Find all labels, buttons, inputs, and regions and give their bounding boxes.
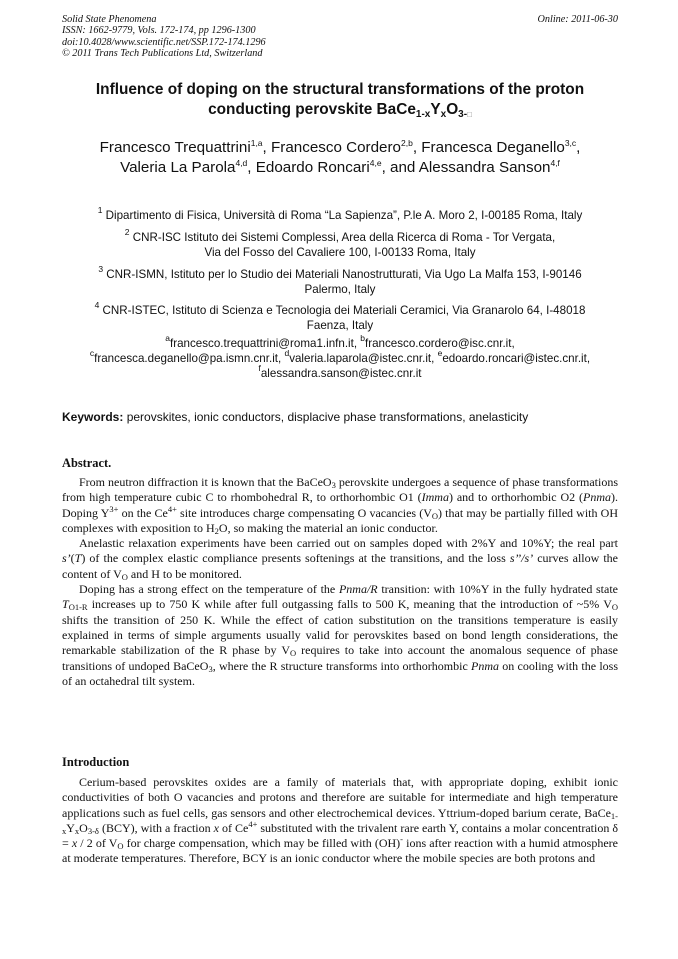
author-name: Francesco Trequattrini (99, 139, 251, 156)
text-run: Doping has a strong effect on the temperature of the (79, 582, 339, 597)
subscript: 2 (214, 525, 219, 536)
missing-glyph-box: □ (467, 110, 472, 119)
title-sub: x (440, 109, 447, 120)
title-line-2 (62, 100, 618, 125)
title-sub-text: 3- (458, 109, 468, 120)
journal-header (62, 14, 618, 60)
affiliation-line (62, 264, 618, 283)
authors-line-2: Valeria La Parola$^{4,d}$, Edoardo Roncari$^{4,e}$, and Alessandra Sanson$^{4,f}$ (120, 158, 560, 176)
introduction-body (62, 775, 618, 867)
email-line-3 (62, 362, 618, 382)
affiliation-1 (62, 205, 618, 224)
abstract-paragraph-1 (62, 475, 618, 536)
italic-run: T (62, 597, 69, 612)
italic-run: x (71, 836, 78, 851)
author-and: and (390, 159, 416, 176)
text-run: ). Doping Y (62, 490, 619, 520)
email-link[interactable]: edoardo.roncari@istec.cnr.it, (442, 351, 591, 365)
italic-run: T (74, 551, 82, 566)
abstract-paragraph-2 (62, 536, 618, 582)
text-run: ) and to orthorhombic O2 ( (448, 490, 584, 505)
text-run: curves allow the content of V (62, 551, 619, 581)
text-run: site introduces charge compensating O vacancies (V (176, 505, 432, 520)
title-sub: 1-x (415, 109, 431, 120)
author-name: Edoardo Roncari (255, 159, 370, 176)
journal-name: Solid State Phenomena (62, 14, 157, 25)
affiliation-text: Palermo, Italy (304, 282, 376, 296)
affiliation-4 (62, 300, 618, 334)
text-run: increases up to 750 K while after full outgassing falls to 500 K, meaning that the introduction of ~5% V (87, 597, 612, 612)
email-letter: c (89, 347, 95, 358)
subscript: x (74, 825, 80, 836)
subscript: O (611, 602, 618, 613)
text-run: on cooling with the loss of an octahedral tilt system. (62, 658, 618, 688)
author-affil: 3,c (564, 138, 577, 148)
email-link[interactable]: francesca.deganello@pa.ismn.cnr.it, (94, 351, 282, 365)
title-sub (458, 109, 472, 120)
subscript: O (431, 510, 439, 521)
title-text: Y (430, 101, 441, 118)
email-link[interactable]: francesco.trequattrini@roma1.infn.it, (170, 337, 358, 350)
author-affil: 4,d (235, 158, 248, 168)
affiliation-text: Via del Fosso del Cavaliere 100, I-00133 Roma, Italy (204, 245, 476, 259)
introduction-paragraph-1 (62, 775, 618, 867)
email-line-2 (62, 347, 618, 367)
author-name: Francesco Cordero (271, 139, 401, 156)
email-link[interactable]: valeria.laparola@istec.cnr.it, (289, 351, 435, 365)
email-letter: f (258, 362, 261, 373)
subscript: O (290, 648, 297, 659)
affiliation-text: CNR-ISMN, Istituto per lo Studio dei Materiali Nanostrutturati, Via Ugo La Malfa 153, I-90146 (106, 268, 582, 281)
text-run: shifts the transition of 250 K. While the effect of cation substitution on the transitions temperature is easily explained in terms of simple arguments usually valid for perovskites based on bond length considerations, the remarkable stabilization of the R phase by V (62, 612, 618, 658)
author-affil: 2,b (401, 138, 413, 148)
title-line-1: Influence of doping on the structural transformations of the proton (95, 81, 585, 98)
subscript: 3 (208, 663, 213, 674)
text-run: transition: with 10%Y in the fully hydrated state (377, 582, 619, 597)
text-run: , where the R structure transforms into orthorhombic (212, 658, 472, 673)
subscript: 3 (331, 480, 336, 490)
text-run: perovskite undergoes a sequence of phase transformations from high temperature cubic C to rhombohedral R, to orthorhombic O1 ( (62, 475, 618, 505)
email-letter: d (284, 347, 290, 358)
text-run: of Ce (218, 820, 249, 835)
author-affil: 1,a (250, 138, 263, 148)
text-run: ( (70, 551, 75, 566)
affiliation-line (62, 205, 618, 224)
online-date: Online: 2011-06-30 (537, 14, 618, 25)
text-run: O, so making the material an ionic conductor. (218, 520, 438, 535)
text-run: ions after reaction with a humid atmosphere at moderate temperatures. Therefore, BCY is an ionic conductor where the mobile species are both protons and (62, 836, 619, 866)
author-name: Alessandra Sanson (418, 159, 551, 176)
affiliation-text: Dipartimento di Fisica, Università di Roma “La Sapienza”, P.le A. Moro 2, I-00185 Roma, Italy (105, 209, 583, 222)
superscript: 4+ (167, 503, 177, 514)
text-run: for charge compensation, which may be filled with (OH) (123, 836, 401, 851)
title-text: conducting perovskite BaCe (208, 101, 416, 118)
affiliation-3 (62, 264, 618, 298)
italic-run: s’’/s’ (509, 551, 534, 566)
superscript: 3+ (109, 503, 119, 514)
subscript: 3-δ (87, 825, 99, 836)
subscript: O1-R (68, 602, 88, 613)
author-list (62, 138, 618, 178)
journal-doi: doi:10.4028/www.scientific.net/SSP.172-174.1296 (62, 36, 266, 48)
italic-run: Pnma (471, 658, 500, 673)
text-run: Anelastic relaxation experiments have been carried out on samples doped with 2%Y and 10%Y; the real part (79, 536, 618, 551)
affiliation-text: CNR-ISC Istituto dei Sistemi Complessi, Area della Ricerca di Roma - Tor Vergata, (132, 231, 556, 244)
email-letter: a (165, 333, 171, 343)
author-affil: 4,f (550, 158, 560, 168)
superscript: 4+ (248, 818, 258, 829)
journal-copyright: © 2011 Trans Tech Publications Ltd, Switzerland (62, 48, 263, 60)
keywords-text: perovskites, ionic conductors, displacive phase transformations, anelasticity (126, 410, 529, 424)
text-run: (BCY), with a fraction (98, 820, 214, 835)
journal-issn: ISSN: 1662-9779, Vols. 172-174, pp 1296-1300 (62, 25, 256, 37)
text-run: From neutron diffraction it is known that the BaCeO (79, 475, 332, 489)
text-run: on the Ce (118, 505, 168, 520)
affiliation-text: Faenza, Italy (306, 318, 374, 332)
keywords (62, 410, 618, 425)
title-text: O (446, 101, 459, 118)
email-letter: b (360, 333, 366, 343)
author-emails (62, 333, 618, 381)
text-run: and H to be monitored. (127, 566, 242, 581)
italic-run: Pnma (583, 490, 612, 505)
affiliation-line (62, 300, 618, 319)
text-run: ) of the complex elastic compliance presents softenings at the transitions, and the loss (81, 551, 510, 566)
affiliation-number: 1 (97, 205, 103, 215)
email-line-1 (62, 333, 618, 352)
abstract-paragraph-3 (62, 582, 618, 689)
subscript: 1-x (62, 810, 618, 836)
affiliation-2 (62, 227, 618, 261)
italic-run: s’ (62, 551, 71, 566)
introduction-heading: Introduction (62, 755, 130, 769)
text-run: requires to take into account the anomalous sequence of phase transitions of undoped BaCeO (62, 643, 618, 673)
abstract-heading: Abstract. (62, 456, 112, 470)
author-name: Valeria La Parola (120, 159, 236, 176)
email-link[interactable]: francesco.cordero@isc.cnr.it, (365, 337, 515, 350)
affiliation-line (62, 227, 618, 246)
text-run: substituted with the trivalent rare earth Y, contains a molar concentration δ = (62, 820, 619, 851)
affiliation-number: 3 (98, 264, 104, 274)
keywords-label: Keywords: (62, 410, 124, 424)
text-run: O (79, 820, 88, 835)
text-run: Y (66, 820, 75, 835)
abstract-body (62, 475, 618, 689)
affiliation-number: 2 (124, 227, 130, 237)
italic-run: Imma (421, 490, 449, 505)
italic-run: Pnma/R (338, 582, 378, 597)
subscript: O (117, 841, 124, 852)
superscript: - (400, 834, 404, 845)
affiliation-number: 4 (94, 300, 100, 310)
author-name: Francesca Deganello (421, 139, 565, 156)
text-run: / 2 of V (77, 836, 118, 851)
text-run: ) that may be partially filled with OH complexes with exposition to H (62, 505, 618, 535)
authors-line-1: Francesco Trequattrini$^{1,a}$, Francesco Cordero$^{2,b}$, Francesca Deganello$^{3,c}$, (99, 138, 581, 156)
subscript: O (121, 571, 128, 582)
text-run: Cerium-based perovskites oxides are a family of materials that, with appropriate doping, exhibit ionic conductivities of both O vacancies and protons and therefore are suitable for intermediate and high temperature applications such as fuel cells, gas sensors and other electrochemical devices. Yttrium-doped barium cerate, BaCe (62, 775, 618, 820)
affiliation-text: CNR-ISTEC, Istituto di Scienza e Tecnologia dei Materiali Ceramici, Via Granarolo 64, I-48018 (102, 304, 586, 317)
email-letter: e (437, 347, 443, 358)
italic-run: x (213, 820, 219, 835)
author-affil: 4,e (369, 158, 382, 168)
email-link[interactable]: alessandra.sanson@istec.cnr.it (260, 366, 422, 380)
paper-title (62, 80, 618, 125)
